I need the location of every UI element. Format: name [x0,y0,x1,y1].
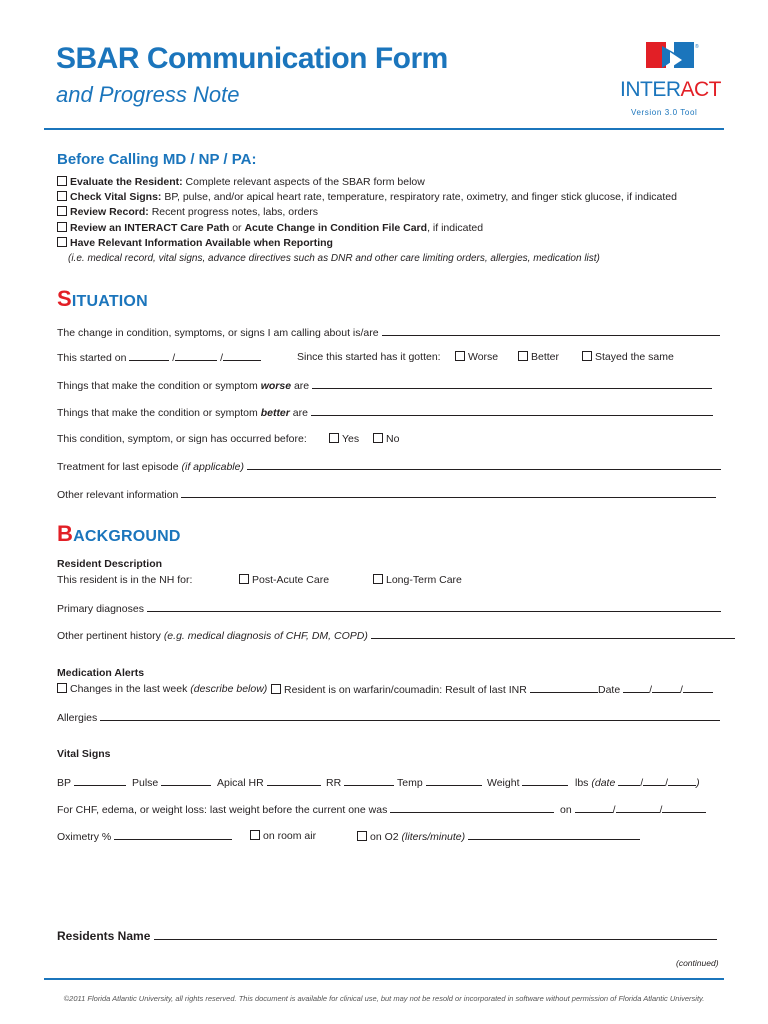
post-acute-option[interactable]: Post-Acute Care [239,574,329,586]
other-history-field[interactable] [371,629,735,639]
chf-day-field[interactable] [616,803,660,813]
better-option[interactable]: Better [518,351,559,363]
checkbox[interactable] [250,830,260,840]
better-row: Things that make the condition or symptom better are [57,406,713,419]
started-year-field[interactable] [223,351,261,361]
started-row: This started on / / [57,351,261,364]
form-subtitle: and Progress Note [56,82,240,107]
checkbox[interactable] [373,433,383,443]
allergies-row: Allergies [57,711,720,724]
apical-label: Apical HR [217,776,321,789]
change-row: The change in condition, symptoms, or signs I am calling about is/are [57,326,720,339]
worse-row: Things that make the condition or symptom worse are [57,379,712,392]
residents-name-field[interactable] [154,928,717,940]
temp-label: Temp [397,776,482,789]
logo-wordmark: INTERACT [620,78,721,101]
stayed-same-option[interactable]: Stayed the same [582,351,674,363]
checklist-item: Review Record: Recent progress notes, labs, orders [57,206,318,218]
bp-field[interactable] [74,776,126,786]
checkbox[interactable] [271,684,281,694]
checkbox[interactable] [373,574,383,584]
inr-day-field[interactable] [652,683,680,693]
oximetry-field[interactable] [114,830,232,840]
started-day-field[interactable] [175,351,217,361]
rr-label: RR [326,776,394,789]
checkbox[interactable] [329,433,339,443]
warfarin-option: Resident is on warfarin/coumadin: Result of last INR [271,683,598,696]
temp-field[interactable] [426,776,482,786]
since-label: Since this started has it gotten: [297,351,441,363]
weight-field[interactable] [522,776,568,786]
interact-logo-icon [640,38,700,74]
checkbox[interactable] [57,191,67,201]
inr-month-field[interactable] [623,683,649,693]
chf-row: For CHF, edema, or weight loss: last weight before the current one was [57,803,554,816]
long-term-option[interactable]: Long-Term Care [373,574,462,586]
chf-month-field[interactable] [575,803,613,813]
apical-field[interactable] [267,776,321,786]
residents-name-row: Residents Name [57,928,717,943]
weight-year-field[interactable] [668,776,696,786]
situation-heading: SITUATION [57,286,148,311]
pulse-label: Pulse [132,776,211,789]
vital-signs-heading: Vital Signs [57,748,111,760]
footer-divider [44,978,724,980]
chf-weight-field[interactable] [390,803,554,813]
treatment-field[interactable] [247,460,721,470]
checkbox[interactable] [57,176,67,186]
worse-field[interactable] [312,379,712,389]
bp-label: BP [57,776,126,789]
chf-date: on / / [560,803,706,816]
medication-alerts-heading: Medication Alerts [57,667,145,679]
checklist-item: Evaluate the Resident: Complete relevant aspects of the SBAR form below [57,176,425,188]
rr-field[interactable] [344,776,394,786]
on-o2-option: on O2 (liters/minute) [357,830,640,843]
checkbox[interactable] [455,351,465,361]
weight-month-field[interactable] [618,776,640,786]
inr-date-row: Date / / [598,683,713,696]
allergies-field[interactable] [100,711,720,721]
oximetry-row: Oximetry % [57,830,232,843]
started-month-field[interactable] [129,351,169,361]
weight-date: lbs (date / / ) [575,777,700,789]
copyright-footer: ©2011 Florida Atlantic University, all rights reserved. This document is available for clinical use, but may not be resold or incorporated in software without permission of Florida Atlantic University. [63,994,705,1003]
yes-option[interactable]: Yes [329,433,359,445]
other-history-row: Other pertinent history (e.g. medical diagnosis of CHF, DM, COPD) [57,629,735,642]
checkbox[interactable] [57,683,67,693]
better-field[interactable] [311,406,713,416]
checkbox[interactable] [57,237,67,247]
checklist-note: (i.e. medical record, vital signs, advance directives such as DNR and other care limiting orders, allergies, medication list) [68,253,600,264]
chf-year-field[interactable] [662,803,706,813]
worse-option[interactable]: Worse [455,351,498,363]
primary-dx-row: Primary diagnoses [57,602,721,615]
changes-week-option[interactable]: Changes in the last week (describe below) [57,683,267,695]
svg-text:®: ® [695,44,699,50]
checklist-item: Check Vital Signs: BP, pulse, and/or apical heart rate, temperature, respiratory rate, oximetry, and finger stick glucose, if indicated [57,191,677,203]
weight-label: Weight [487,776,568,789]
continued-note: (continued) [676,958,719,968]
pulse-field[interactable] [161,776,211,786]
logo-version: Version 3.0 Tool [631,108,698,117]
checklist-item: Have Relevant Information Available when Reporting [57,237,333,249]
checkbox[interactable] [239,574,249,584]
resident-description-heading: Resident Description [57,558,163,570]
form-title: SBAR Communication Form [56,42,448,75]
before-calling-heading: Before Calling MD / NP / PA: [57,151,257,168]
checkbox[interactable] [582,351,592,361]
background-heading: BACKGROUND [57,521,181,546]
weight-day-field[interactable] [643,776,665,786]
checkbox[interactable] [57,222,67,232]
checkbox[interactable] [518,351,528,361]
header-divider [44,128,724,130]
in-nh-label: This resident is in the NH for: [57,574,193,586]
other-info-row: Other relevant information [57,488,716,501]
checkbox[interactable] [57,206,67,216]
occurred-row: This condition, symptom, or sign has occurred before: [57,433,307,445]
inr-field[interactable] [530,683,598,693]
o2-field[interactable] [468,830,640,840]
inr-year-field[interactable] [683,683,713,693]
other-info-field[interactable] [181,488,716,498]
checklist-item: Review an INTERACT Care Path or Acute Change in Condition File Card, if indicated [57,222,483,234]
change-field[interactable] [382,326,720,336]
primary-dx-field[interactable] [147,602,721,612]
treatment-row: Treatment for last episode (if applicable) [57,460,721,473]
room-air-option[interactable]: on room air [250,830,316,842]
checkbox[interactable] [357,831,367,841]
no-option[interactable]: No [373,433,399,445]
